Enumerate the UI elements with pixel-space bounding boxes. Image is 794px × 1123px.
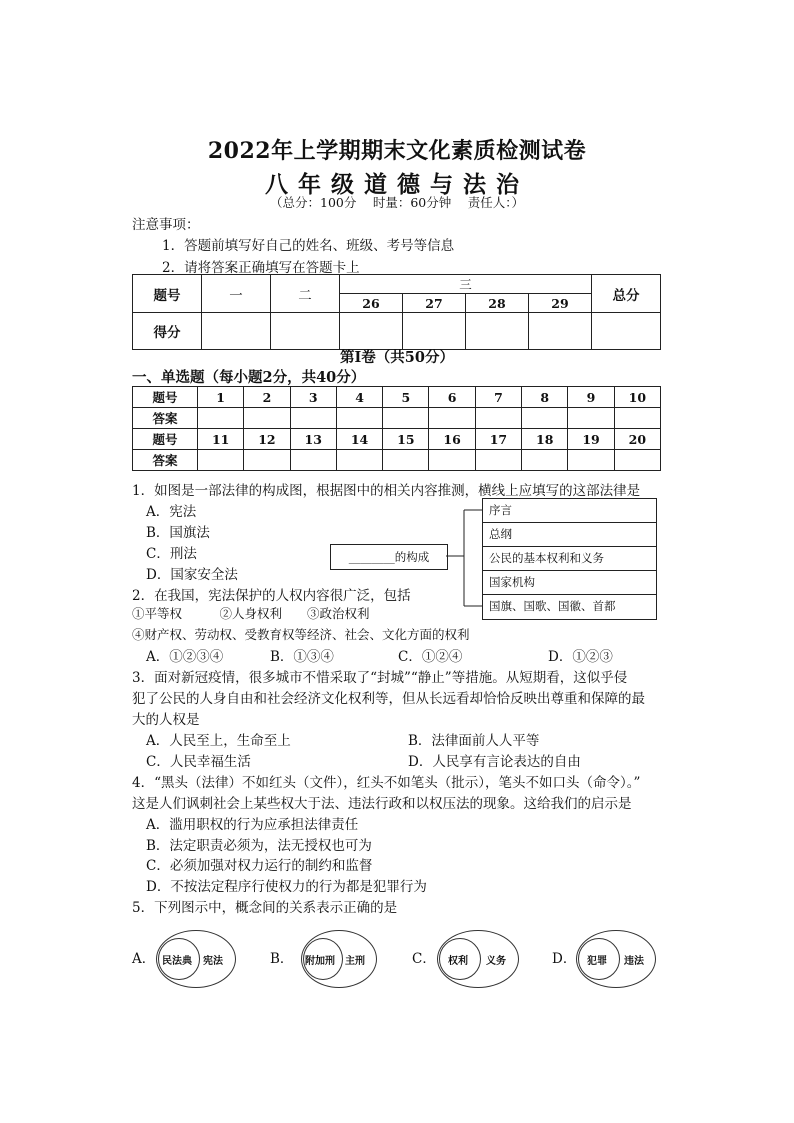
answer-cell[interactable] bbox=[522, 408, 568, 429]
answer-cell[interactable] bbox=[244, 408, 290, 429]
question-5-stem: 5．下列图示中，概念间的关系表示正确的是 bbox=[132, 900, 398, 916]
question-4-stem-2: 这是人们讽刺社会上某些权大于法、违法行政和以权压法的现象。这给我们的启示是 bbox=[132, 796, 632, 812]
answer-cell[interactable] bbox=[522, 450, 568, 471]
diagram-bracket bbox=[446, 498, 486, 618]
venn-outer-label: 主刑 bbox=[345, 956, 365, 967]
exam-meta: （总分：100分 时量：60分钟 责任人：） bbox=[270, 195, 524, 210]
venn-outer-label: 宪法 bbox=[203, 956, 223, 967]
answer-num: 20 bbox=[614, 429, 660, 450]
venn-inner-label: 权利 bbox=[448, 956, 468, 967]
q4-option-a[interactable]: A．滥用职权的行为应承担法律责任 bbox=[146, 817, 359, 833]
answer-num: 18 bbox=[522, 429, 568, 450]
question-4-stem-1: 4．“黑头（法律）不如红头（文件），红头不如笔头（批示），笔头不如口头（命令）。” bbox=[132, 775, 641, 791]
answer-num: 3 bbox=[290, 387, 336, 408]
q3-option-d[interactable]: D．人民享有言论表达的自由 bbox=[408, 754, 581, 770]
answer-label: 答案 bbox=[133, 408, 198, 429]
q3-option-a[interactable]: A．人民至上，生命至上 bbox=[146, 733, 291, 749]
q4-option-b[interactable]: B．法定职责必须为，法无授权也可为 bbox=[146, 838, 372, 854]
diagram-item: 国旗、国歌、国徽、首都 bbox=[489, 599, 616, 613]
question-1-stem: 1．如图是一部法律的构成图，根据图中的相关内容推测，横线上应填写的这部法律是 bbox=[132, 483, 641, 499]
score-label-number: 题号 bbox=[133, 275, 202, 313]
question-3-stem-3: 大的人权是 bbox=[132, 712, 200, 728]
score-cell[interactable] bbox=[202, 313, 271, 350]
venn-inner-label: 犯罪 bbox=[587, 956, 607, 967]
answer-cell[interactable] bbox=[475, 450, 521, 471]
score-cell[interactable] bbox=[340, 313, 403, 350]
answer-cell[interactable] bbox=[336, 450, 382, 471]
answer-cell[interactable] bbox=[614, 450, 660, 471]
score-sub-26: 26 bbox=[340, 294, 403, 313]
answer-cell[interactable] bbox=[475, 408, 521, 429]
q5-option-a-letter: A． bbox=[132, 951, 156, 967]
venn-outer-label: 义务 bbox=[486, 956, 506, 967]
answer-num: 15 bbox=[383, 429, 429, 450]
section-title: 第Ⅰ卷（共50分） bbox=[340, 349, 454, 366]
score-sub-27: 27 bbox=[403, 294, 466, 313]
exam-subject: 八年级道德与法治 bbox=[265, 171, 529, 198]
q1-option-d[interactable]: D．国家安全法 bbox=[146, 567, 238, 583]
answer-cell[interactable] bbox=[429, 408, 475, 429]
answer-num: 10 bbox=[614, 387, 660, 408]
answer-num: 4 bbox=[336, 387, 382, 408]
question-2-stem: 2．在我国，宪法保护的人权内容很广泛，包括 bbox=[132, 588, 411, 604]
answer-cell[interactable] bbox=[198, 408, 244, 429]
q4-option-d[interactable]: D．不按法定程序行使权力的行为都是犯罪行为 bbox=[146, 879, 427, 895]
answer-num: 14 bbox=[336, 429, 382, 450]
q2-option-b[interactable]: B．①③④ bbox=[270, 649, 334, 665]
answer-num: 5 bbox=[383, 387, 429, 408]
answer-num: 13 bbox=[290, 429, 336, 450]
answer-num: 1 bbox=[198, 387, 244, 408]
diagram-item: 序言 bbox=[483, 499, 656, 523]
score-col-2: 二 bbox=[271, 275, 340, 313]
note-item: 2．请将答案正确填写在答题卡上 bbox=[162, 260, 360, 276]
diagram-item: 公民的基本权利和义务 bbox=[483, 547, 656, 571]
answer-num: 6 bbox=[429, 387, 475, 408]
answer-num: 8 bbox=[522, 387, 568, 408]
score-cell[interactable] bbox=[466, 313, 529, 350]
score-col-1: 一 bbox=[202, 275, 271, 313]
answer-num: 9 bbox=[568, 387, 614, 408]
answer-cell[interactable] bbox=[383, 408, 429, 429]
answer-num: 12 bbox=[244, 429, 290, 450]
score-label-points: 得分 bbox=[133, 313, 202, 350]
q1-option-b[interactable]: B．国旗法 bbox=[146, 525, 210, 541]
diagram-center-box: ________的构成 bbox=[330, 544, 448, 570]
q5-option-d-letter: D． bbox=[552, 951, 577, 967]
answer-cell[interactable] bbox=[568, 408, 614, 429]
answer-num-label: 题号 bbox=[133, 429, 198, 450]
score-total-label: 总分 bbox=[592, 275, 661, 313]
q3-option-c[interactable]: C．人民幸福生活 bbox=[146, 754, 251, 770]
note-item: 1．答题前填写好自己的姓名、班级、考号等信息 bbox=[162, 238, 455, 254]
answer-num: 19 bbox=[568, 429, 614, 450]
diagram-items-box bbox=[482, 498, 657, 620]
notes-heading: 注意事项： bbox=[132, 217, 200, 233]
q1-option-c[interactable]: C．刑法 bbox=[146, 546, 197, 562]
answer-cell[interactable] bbox=[244, 450, 290, 471]
answer-cell[interactable] bbox=[290, 450, 336, 471]
venn-outer-label: 违法 bbox=[624, 956, 644, 967]
score-sub-28: 28 bbox=[466, 294, 529, 313]
score-cell[interactable] bbox=[403, 313, 466, 350]
q5-option-b-letter: B． bbox=[270, 951, 294, 967]
q2-items-line-1: ①平等权 ②人身权利 ③政治权利 bbox=[132, 606, 370, 621]
q2-option-a[interactable]: A．①②③④ bbox=[146, 649, 224, 665]
question-3-stem-1: 3．面对新冠疫情，很多城市不惜采取了“封城”“静止”等措施。从短期看，这似乎侵 bbox=[132, 670, 628, 686]
diagram-item: 总纲 bbox=[483, 523, 656, 547]
q2-option-c[interactable]: C．①②④ bbox=[398, 649, 463, 665]
score-cell[interactable] bbox=[529, 313, 592, 350]
answer-cell[interactable] bbox=[614, 408, 660, 429]
answer-label: 答案 bbox=[133, 450, 198, 471]
diagram-item: 国家机构 bbox=[483, 571, 656, 595]
answer-cell[interactable] bbox=[336, 408, 382, 429]
answer-num: 11 bbox=[198, 429, 244, 450]
answer-cell[interactable] bbox=[429, 450, 475, 471]
section-heading: 一、单选题（每小题2分，共40分） bbox=[132, 369, 366, 386]
answer-table bbox=[132, 386, 661, 471]
score-col-3: 三 bbox=[340, 275, 592, 294]
venn-inner-label: 附加刑 bbox=[305, 956, 335, 967]
answer-cell[interactable] bbox=[198, 450, 244, 471]
answer-num: 17 bbox=[475, 429, 521, 450]
q3-option-b[interactable]: B．法律面前人人平等 bbox=[408, 733, 540, 749]
answer-cell[interactable] bbox=[568, 450, 614, 471]
score-sub-29: 29 bbox=[529, 294, 592, 313]
answer-num: 16 bbox=[429, 429, 475, 450]
q1-option-a[interactable]: A．宪法 bbox=[146, 504, 197, 520]
q2-items-line-2: ④财产权、劳动权、受教育权等经济、社会、文化方面的权利 bbox=[132, 627, 470, 642]
answer-cell[interactable] bbox=[383, 450, 429, 471]
exam-title: 2022年上学期期末文化素质检测试卷 bbox=[207, 138, 587, 164]
answer-num: 2 bbox=[244, 387, 290, 408]
q2-option-d[interactable]: D．①②③ bbox=[548, 649, 613, 665]
score-table bbox=[132, 274, 661, 350]
answer-num-label: 题号 bbox=[133, 387, 198, 408]
q5-option-c-letter: C． bbox=[412, 951, 436, 967]
venn-inner-label: 民法典 bbox=[162, 956, 192, 967]
answer-num: 7 bbox=[475, 387, 521, 408]
q4-option-c[interactable]: C．必须加强对权力运行的制约和监督 bbox=[146, 858, 373, 874]
score-cell[interactable] bbox=[271, 313, 340, 350]
answer-cell[interactable] bbox=[290, 408, 336, 429]
score-cell[interactable] bbox=[592, 313, 661, 350]
question-3-stem-2: 犯了公民的人身自由和社会经济文化权利等，但从长远看却恰恰反映出尊重和保障的最 bbox=[132, 691, 645, 707]
